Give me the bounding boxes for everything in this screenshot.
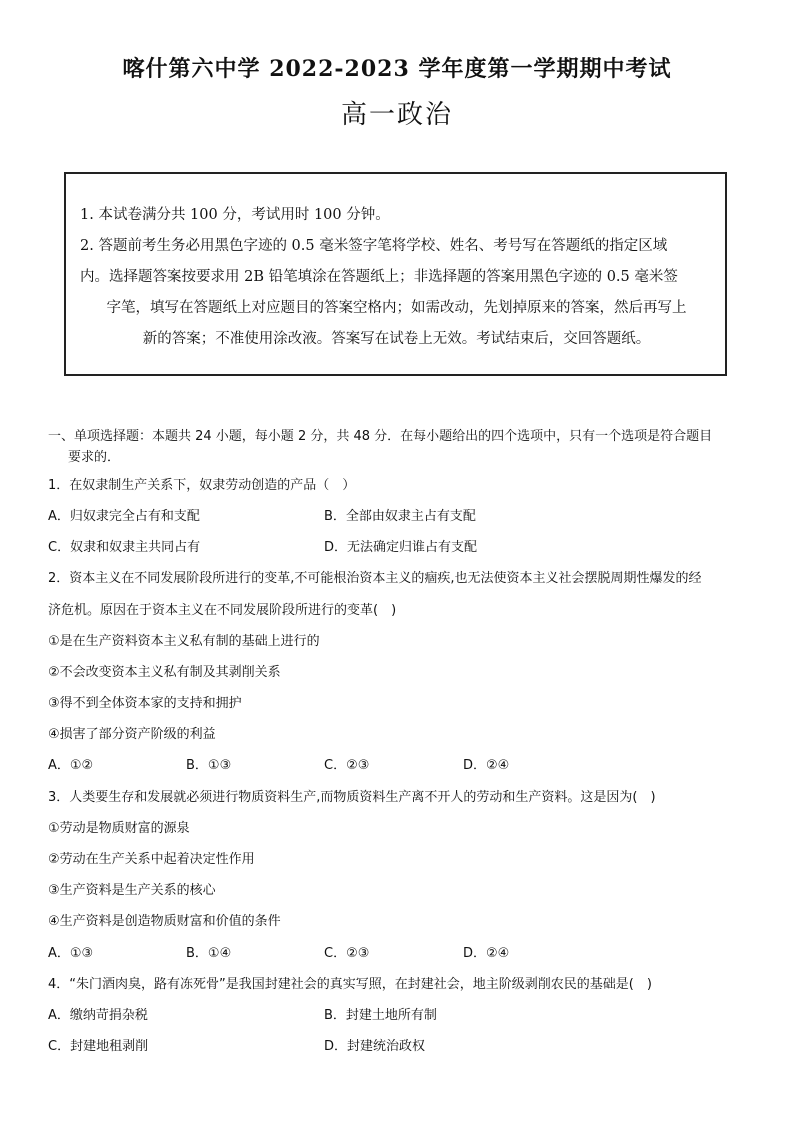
- question-4-option-a: A．缴纳苛捐杂税: [48, 1008, 148, 1023]
- question-1-option-c: C．奴隶和奴隶主共同占有: [48, 540, 201, 555]
- question-2-statement: ①是在生产资料资本主义私有制的基础上进行的: [48, 634, 320, 649]
- section-heading-cont: 要求的．: [68, 450, 121, 465]
- question-1-option-d: D．无法确定归谁占有支配: [324, 540, 478, 555]
- question-4-stem: 4．“朱门酒肉臭，路有冻死骨”是我国封建社会的真实写照，在封建社会，地主阶级剥削农民的基础是( ): [48, 977, 652, 992]
- question-3-statement: ③生产资料是生产关系的核心: [48, 883, 216, 898]
- question-2-stem-cont: 济危机。原因在于资本主义在不同发展阶段所进行的变革( ): [48, 603, 397, 618]
- question-4-option-d: D．封建统治政权: [324, 1039, 426, 1054]
- question-2-statement: ②不会改变资本主义私有制及其剥削关系: [48, 665, 281, 680]
- question-4-option-c: C．封建地租剥削: [48, 1039, 149, 1054]
- question-2-stem: 2．资本主义在不同发展阶段所进行的变革,不可能根治资本主义的痼疾,也无法使资本主义社会摆脱周期性爆发的经: [48, 571, 702, 586]
- question-3-option-b: B．①④: [186, 946, 232, 961]
- instruction-line: 新的答案；不准使用涂改液。答案写在试卷上无效。考试结束后，交回答题纸。: [142, 331, 651, 347]
- question-3-option-d: D．②④: [463, 946, 510, 961]
- question-2-option-a: A．①②: [48, 758, 94, 773]
- instruction-line: 2. 答题前考生务必用黑色字迹的 0.5 毫米签字笔将学校、姓名、考号写在答题纸的指定区域: [80, 238, 668, 254]
- question-2-statement: ④损害了部分资产阶级的利益: [48, 727, 216, 742]
- instruction-line: 1. 本试卷满分共 100 分，考试用时 100 分钟。: [80, 207, 390, 223]
- question-2-option-c: C．②③: [324, 758, 370, 773]
- instructions-box: [64, 172, 727, 376]
- question-1-option-a: A．归奴隶完全占有和支配: [48, 509, 200, 524]
- question-1-stem: 1．在奴隶制生产关系下，奴隶劳动创造的产品（ ）: [48, 478, 356, 493]
- question-2-statement: ③得不到全体资本家的支持和拥护: [48, 696, 242, 711]
- exam-title: 喀什第六中学 2022-2023 学年度第一学期期中考试: [122, 56, 672, 82]
- question-3-statement: ①劳动是物质财富的源泉: [48, 821, 190, 836]
- question-3-statement: ④生产资料是创造物质财富和价值的条件: [48, 914, 281, 929]
- question-1-option-b: B．全部由奴隶主占有支配: [324, 509, 476, 524]
- question-2-option-d: D．②④: [463, 758, 510, 773]
- question-3-option-c: C．②③: [324, 946, 370, 961]
- question-3-option-a: A．①③: [48, 946, 94, 961]
- instruction-line: 字笔，填写在答题纸上对应题目的答案空格内；如需改动，先划掉原来的答案，然后再写上: [106, 300, 687, 316]
- question-3-stem: 3．人类要生存和发展就必须进行物质资料生产,而物质资料生产离不开人的劳动和生产资料。这是因为( ): [48, 790, 656, 805]
- exam-subject: 高一政治: [340, 100, 453, 130]
- instruction-line: 内。选择题答案按要求用 2B 铅笔填涂在答题纸上；非选择题的答案用黑色字迹的 0.5 毫米签: [80, 269, 678, 285]
- question-2-option-b: B．①③: [186, 758, 232, 773]
- question-3-statement: ②劳动在生产关系中起着决定性作用: [48, 852, 255, 867]
- question-4-option-b: B．封建土地所有制: [324, 1008, 437, 1023]
- section-heading: 一、单项选择题：本题共 24 小题，每小题 2 分，共 48 分．在每小题给出的四个选项中，只有一个选项是符合题目: [48, 429, 713, 444]
